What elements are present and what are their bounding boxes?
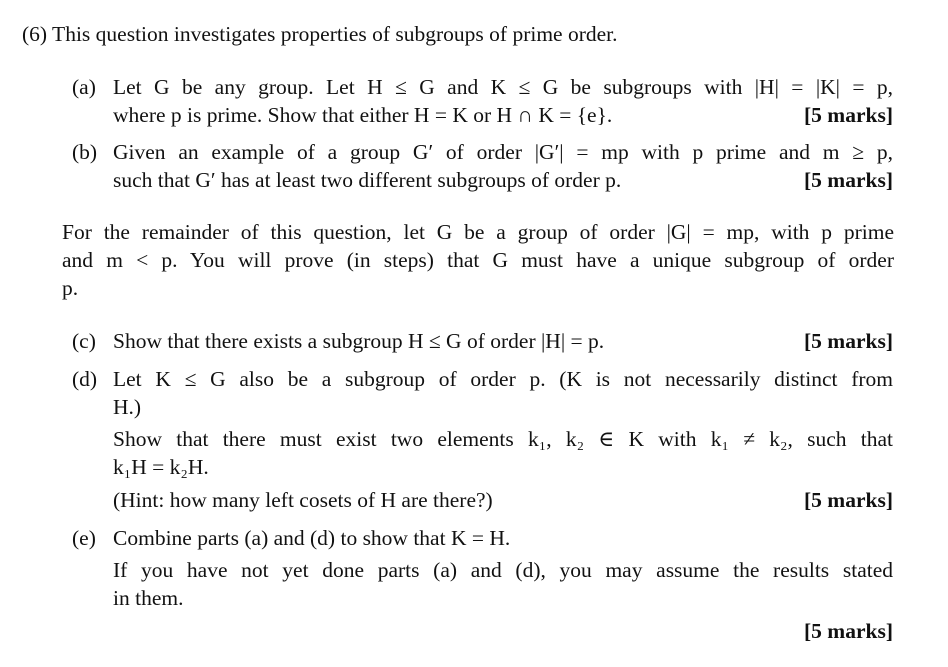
part-a-label: (a) xyxy=(72,75,96,99)
part-b-line-2: such that G′ has at least two different subgroups of order p. xyxy=(113,168,622,192)
part-d-line-1: Let K ≤ G also be a subgroup of order p. (K is not necessarily distinct from xyxy=(113,367,893,391)
part-b-line-1: Given an example of a group G′ of order |G′| = mp with p prime and m ≥ p, xyxy=(113,140,893,164)
part-d-hint: (Hint: how many left cosets of H are there?) xyxy=(113,488,493,512)
intro-line-1: For the remainder of this question, let G be a group of order |G| = mp, with p prime xyxy=(62,220,894,244)
question-header: (6) This question investigates properties of subgroups of prime order. xyxy=(22,22,618,46)
part-d-line-3: Show that there must exist two elements k₁, k₂ ∈ K with k₁ ≠ k₂, such that xyxy=(113,427,893,451)
part-a-line-1: Let G be any group. Let H ≤ G and K ≤ G be subgroups with |H| = |K| = p, xyxy=(113,75,893,99)
part-e-marks: [5 marks] xyxy=(804,619,893,643)
part-c-line-1: Show that there exists a subgroup H ≤ G of order |H| = p. xyxy=(113,329,605,353)
part-a-line-2: where p is prime. Show that either H = K or H ∩ K = {e}. xyxy=(113,103,613,127)
part-e-line-1: Combine parts (a) and (d) to show that K = H. xyxy=(113,526,511,550)
part-d-line-2: H.) xyxy=(113,395,142,419)
part-c-marks: [5 marks] xyxy=(804,329,893,353)
part-a-marks: [5 marks] xyxy=(804,103,893,127)
part-d-line-4: k₁H = k₂H. xyxy=(113,455,209,479)
part-e-line-3: in them. xyxy=(113,586,184,610)
part-e-label: (e) xyxy=(72,526,96,550)
part-e-line-2: If you have not yet done parts (a) and (d), you may assume the results stated xyxy=(113,558,893,582)
part-b-marks: [5 marks] xyxy=(804,168,893,192)
intro-line-2: and m < p. You will prove (in steps) that G must have a unique subgroup of order xyxy=(62,248,894,272)
part-d-label: (d) xyxy=(72,367,98,391)
intro-line-3: p. xyxy=(62,276,79,300)
part-c-label: (c) xyxy=(72,329,96,353)
part-d-marks: [5 marks] xyxy=(804,488,893,512)
part-b-label: (b) xyxy=(72,140,98,164)
